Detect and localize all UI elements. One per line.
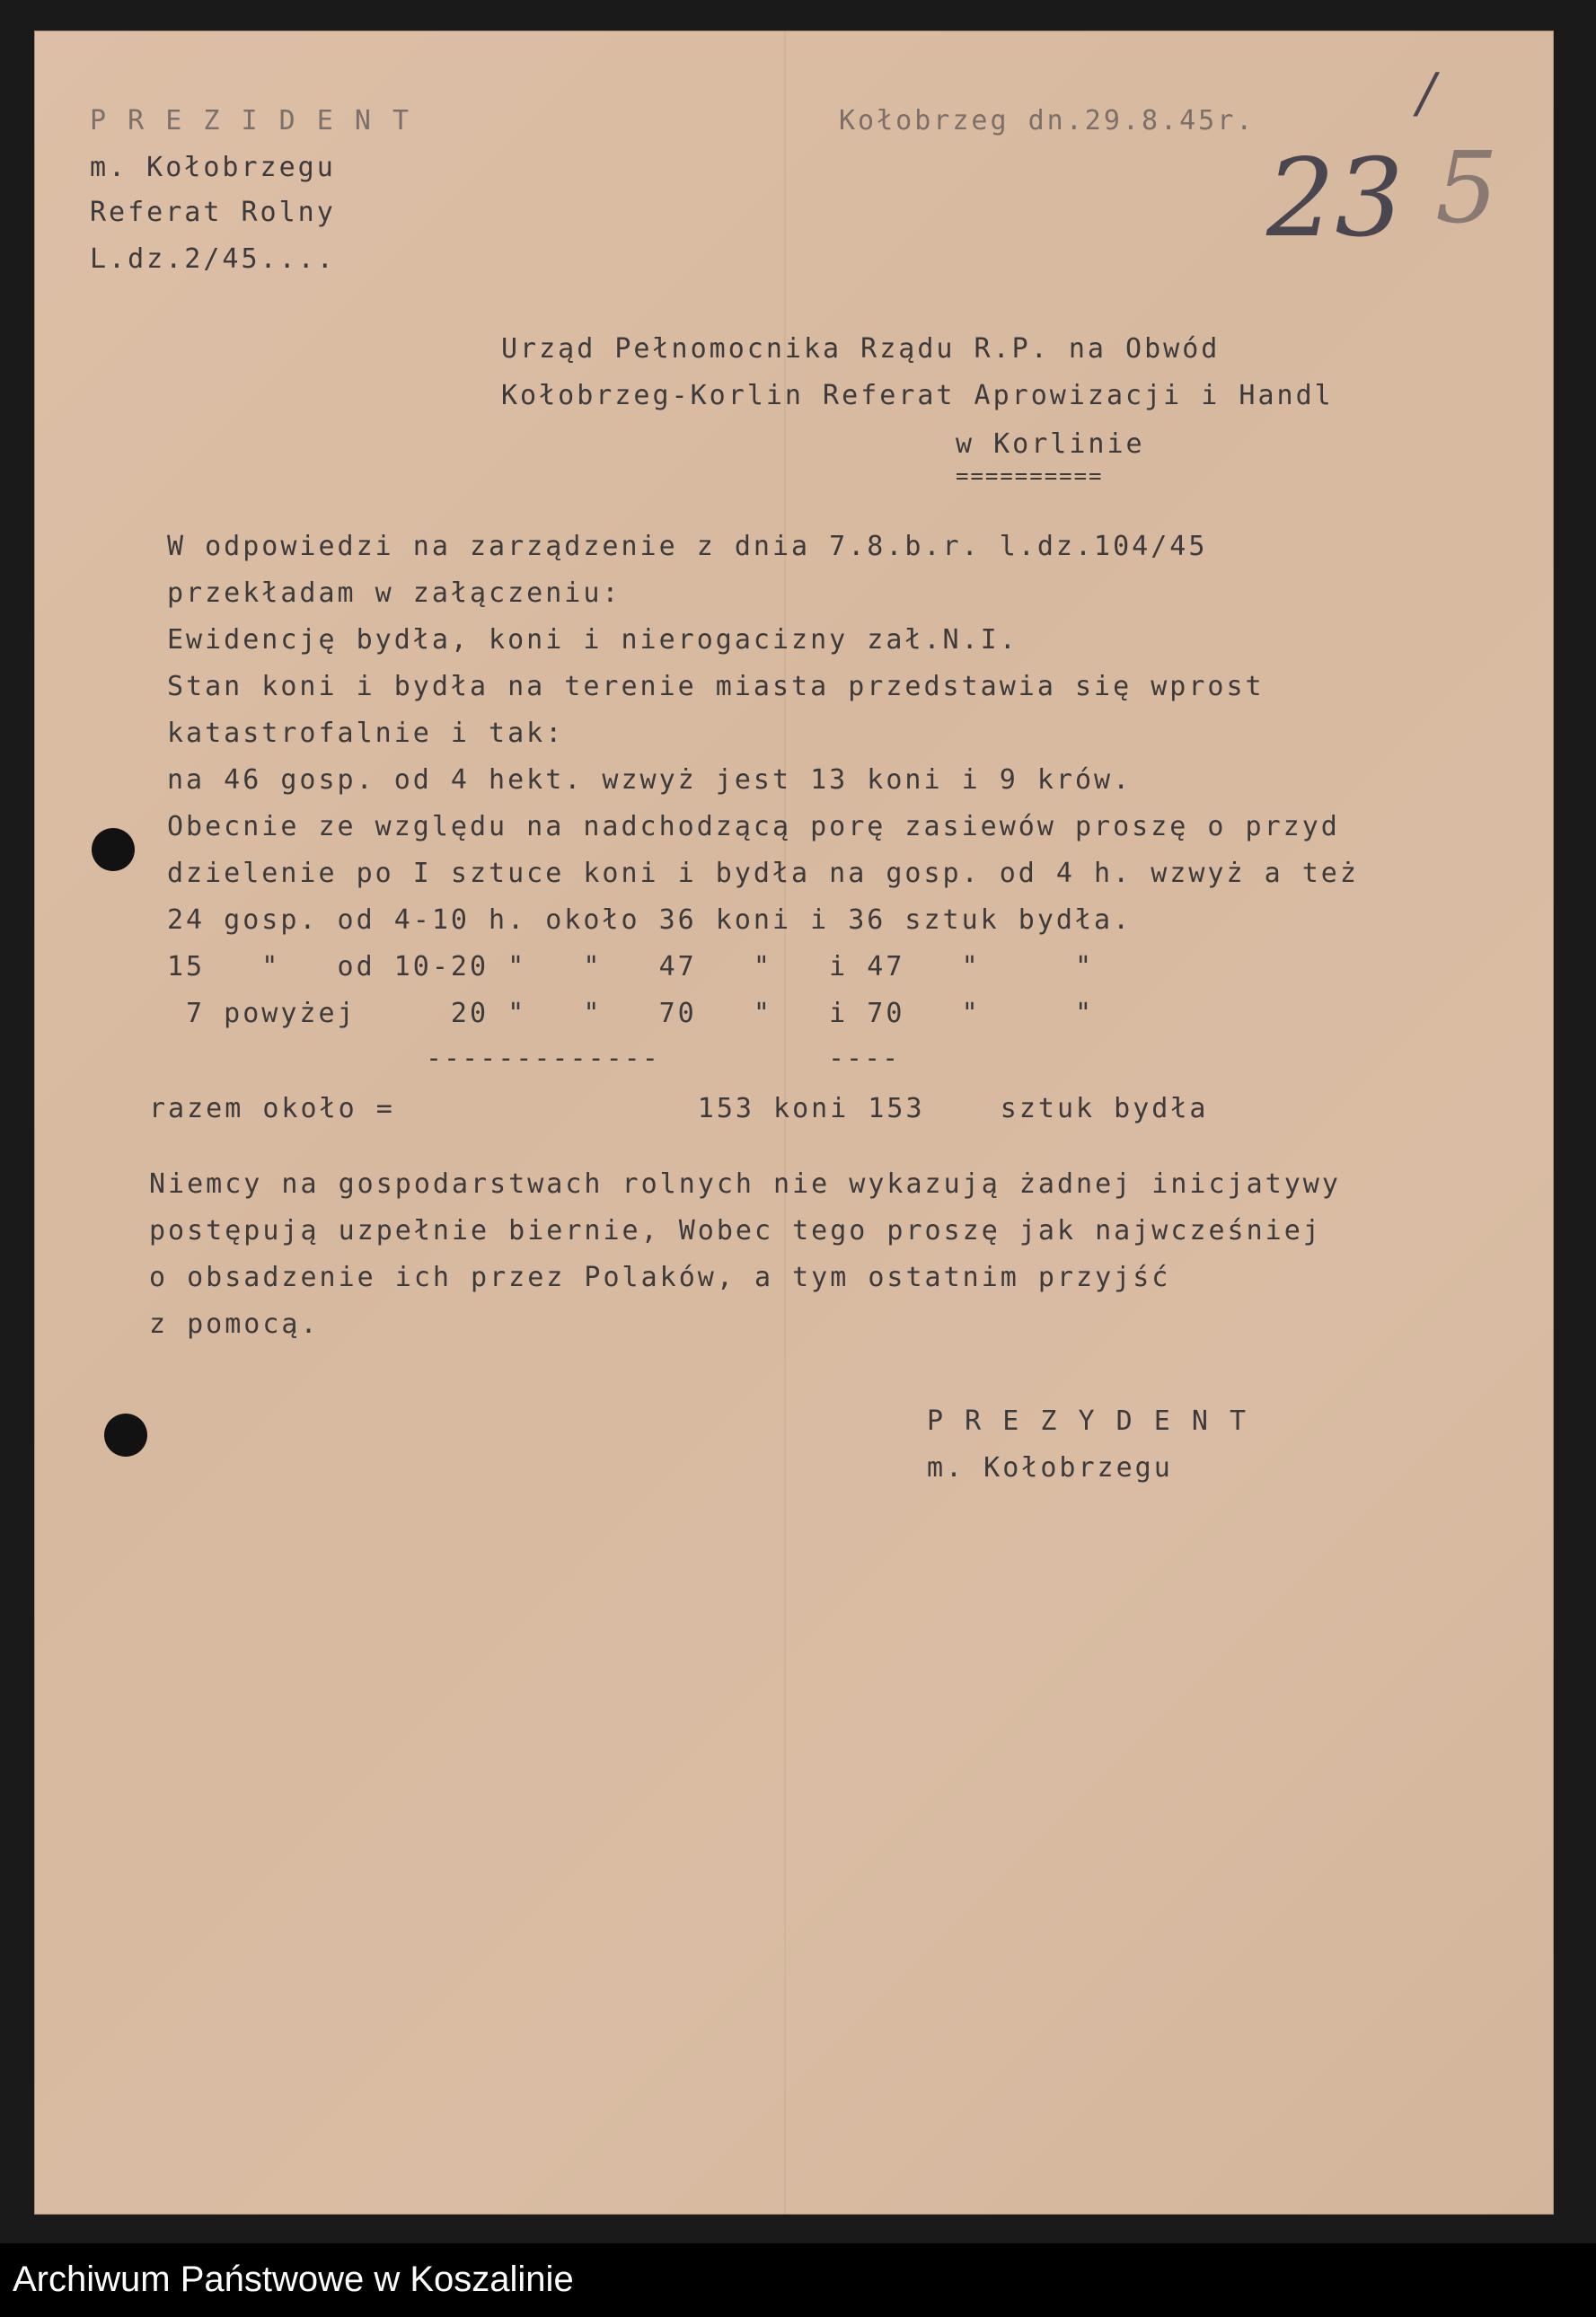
- sum-rule-1: -------------: [426, 1043, 660, 1074]
- body-line: Niemcy na gospodarstwach rolnych nie wykazują żadnej inicjatywy: [149, 1168, 1341, 1200]
- document-page: [34, 31, 1554, 2215]
- addressee-line-1: Urząd Pełnomocnika Rządu R.P. na Obwód: [501, 333, 1221, 365]
- addressee-underline: ==========: [956, 463, 1104, 489]
- punch-hole: [92, 828, 135, 871]
- table-row: 7 powyżej 20 " " 70 " i 70 " ": [167, 998, 1095, 1029]
- body-line: Stan koni i bydła na terenie miasta przedstawia się wprost: [167, 671, 1265, 702]
- table-row: 15 " od 10-20 " " 47 " i 47 " ": [167, 951, 1095, 982]
- body-line: postępują uzpełnie biernie, Wobec tego proszę jak najwcześniej: [149, 1215, 1322, 1247]
- table-row: 24 gosp. od 4-10 h. około 36 koni i 36 sztuk bydła.: [167, 904, 1133, 936]
- sum-rule-2: ----: [828, 1043, 901, 1074]
- handwritten-mark: /: [1417, 62, 1436, 125]
- sender-city: m. Kołobrzegu: [90, 152, 336, 183]
- reference-number: L.dz.2/45....: [90, 243, 336, 275]
- sender-title: P R E Z I D E N T: [90, 105, 412, 137]
- document-date: Kołobrzeg dn.29.8.45r.: [839, 105, 1256, 137]
- body-line: przekładam w załączeniu:: [167, 577, 622, 609]
- total-line: razem około = 153 koni 153 sztuk bydła: [149, 1093, 1209, 1124]
- body-line: katastrofalnie i tak:: [167, 718, 565, 749]
- handwritten-number-alt: 5: [1435, 130, 1498, 245]
- addressee-line-3: w Korlinie: [956, 428, 1145, 460]
- addressee-line-2: Kołobrzeg-Korlin Referat Aprowizacji i Handl: [501, 380, 1334, 411]
- body-line: W odpowiedzi na zarządzenie z dnia 7.8.b.r. l.dz.104/45: [167, 531, 1208, 562]
- body-line: z pomocą.: [149, 1308, 320, 1340]
- signature-title: P R E Z Y D E N T: [927, 1405, 1249, 1437]
- body-line: na 46 gosp. od 4 hekt. wzwyż jest 13 koni i 9 krów.: [167, 764, 1133, 796]
- body-line: dzielenie po I sztuce koni i bydła na gosp. od 4 h. wzwyż a też: [167, 858, 1359, 889]
- sender-department: Referat Rolny: [90, 197, 336, 228]
- punch-hole: [104, 1414, 147, 1457]
- body-line: Obecnie ze względu na nadchodzącą porę zasiewów proszę o przyd: [167, 811, 1340, 842]
- archive-footer: [0, 2243, 1596, 2317]
- body-line: o obsadzenie ich przez Polaków, a tym ostatnim przyjść: [149, 1262, 1171, 1293]
- archive-name: Archiwum Państwowe w Koszalinie: [13, 2260, 574, 2299]
- signature-place: m. Kołobrzegu: [927, 1452, 1173, 1484]
- body-line: Ewidencję bydła, koni i nierogacizny zał.N.I.: [167, 624, 1018, 656]
- handwritten-number: 23: [1266, 137, 1404, 261]
